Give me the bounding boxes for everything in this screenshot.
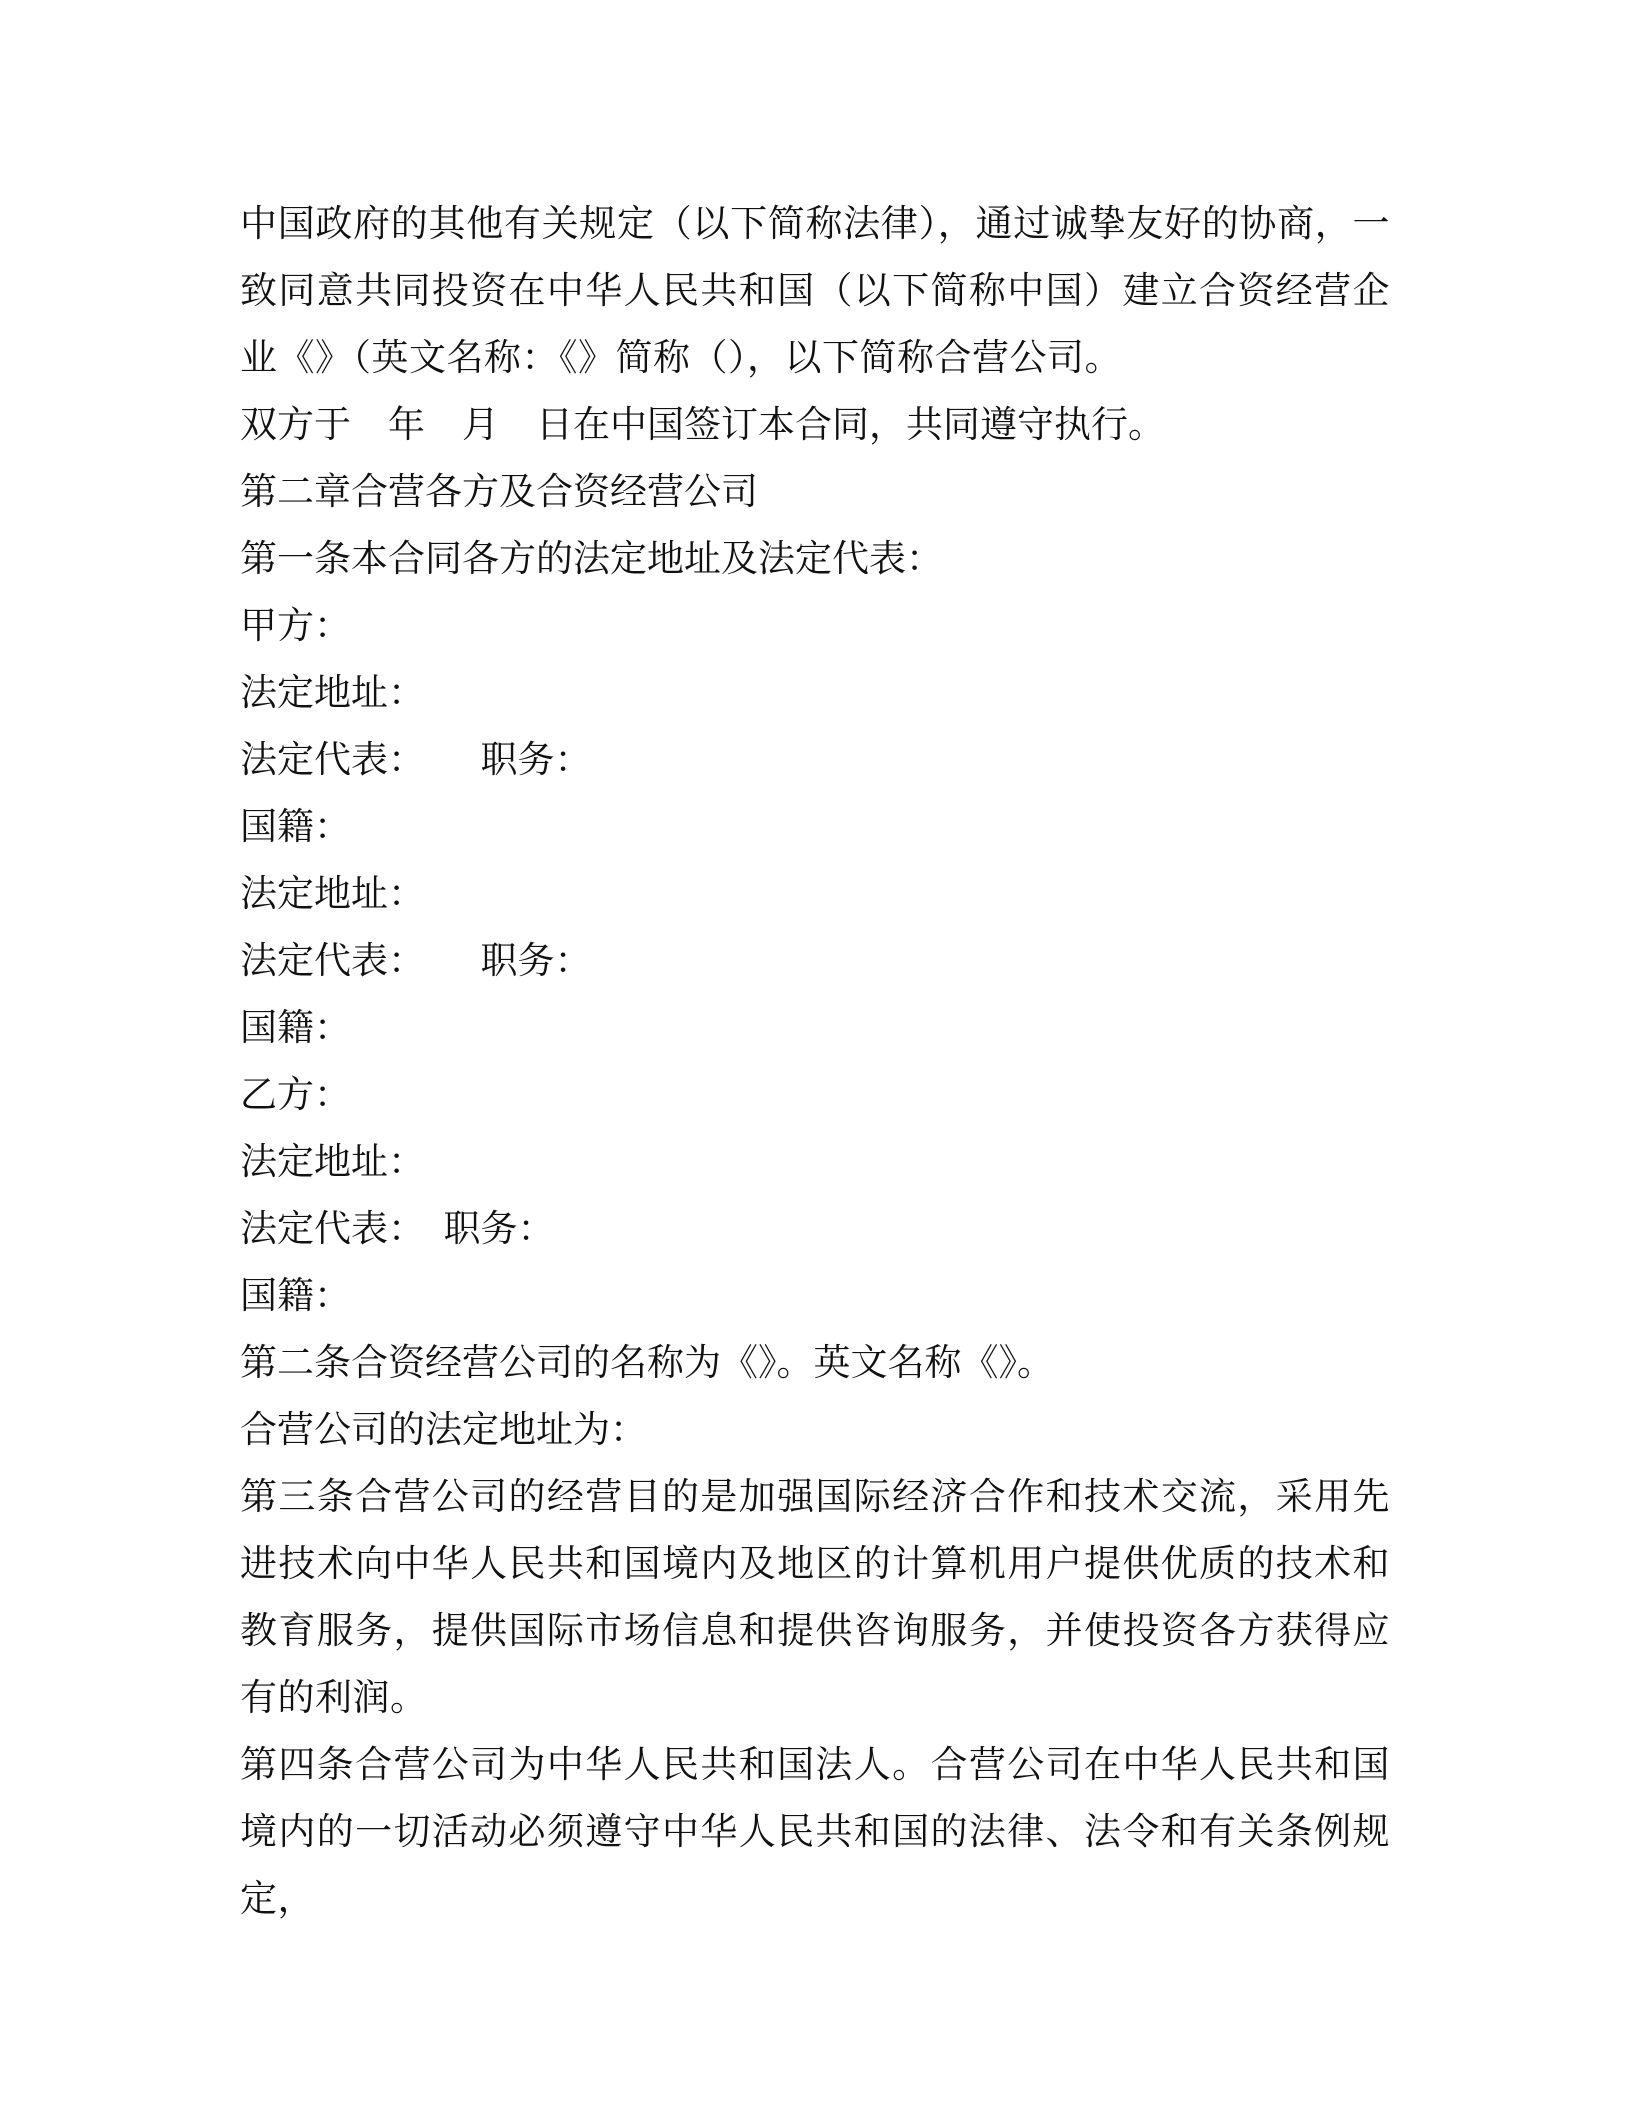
party-b-nationality-field: 国籍： (240, 1274, 351, 1317)
party-a-label: 甲方： (240, 604, 351, 647)
article-three-paragraph: 第三条合营公司的经营目的是加强国际经济合作和技术交流，采用先进技术向中华人民共和国境内及地区的计算机用户提供优质的技术和教育服务，提供国际市场信息和提供咨询服务，并使投资各方获得应有的利润。 (240, 1475, 1390, 1719)
party-a-representative-field-2: 法定代表： 职务： (240, 939, 592, 982)
intro-paragraph: 中国政府的其他有关规定（以下简称法律），通过诚挚友好的协商，一致同意共同投资在中华人民共和国（以下简称中国）建立合资经营企业《》（英文名称：《》简称（），以下简称合营公司。 (240, 202, 1390, 379)
party-b-label: 乙方： (240, 1073, 351, 1116)
chapter-two-heading: 第二章合营各方及合资经营公司 (240, 470, 758, 513)
party-b-representative-field: 法定代表： 职务： (240, 1207, 555, 1250)
article-two: 第二条合资经营公司的名称为《》。英文名称《》。 (240, 1341, 1054, 1384)
article-four-paragraph: 第四条合营公司为中华人民共和国法人。合营公司在中华人民共和国境内的一切活动必须遵守中华人民共和国的法律、法令和有关条例规定， (240, 1743, 1390, 1920)
party-a-address-field: 法定地址： (240, 671, 425, 714)
jv-address-line: 合营公司的法定地址为： (240, 1408, 647, 1451)
party-b-address-field: 法定地址： (240, 1140, 425, 1183)
signing-line: 双方于 年 月 日在中国签订本合同，共同遵守执行。 (240, 403, 1165, 446)
contract-page (240, 190, 1390, 1932)
party-a-nationality-field-2: 国籍： (240, 1006, 351, 1049)
article-one-heading: 第一条本合同各方的法定地址及法定代表： (240, 537, 943, 580)
party-a-nationality-field: 国籍： (240, 805, 351, 848)
party-a-representative-field: 法定代表： 职务： (240, 738, 592, 781)
party-a-address-field-2: 法定地址： (240, 872, 425, 915)
